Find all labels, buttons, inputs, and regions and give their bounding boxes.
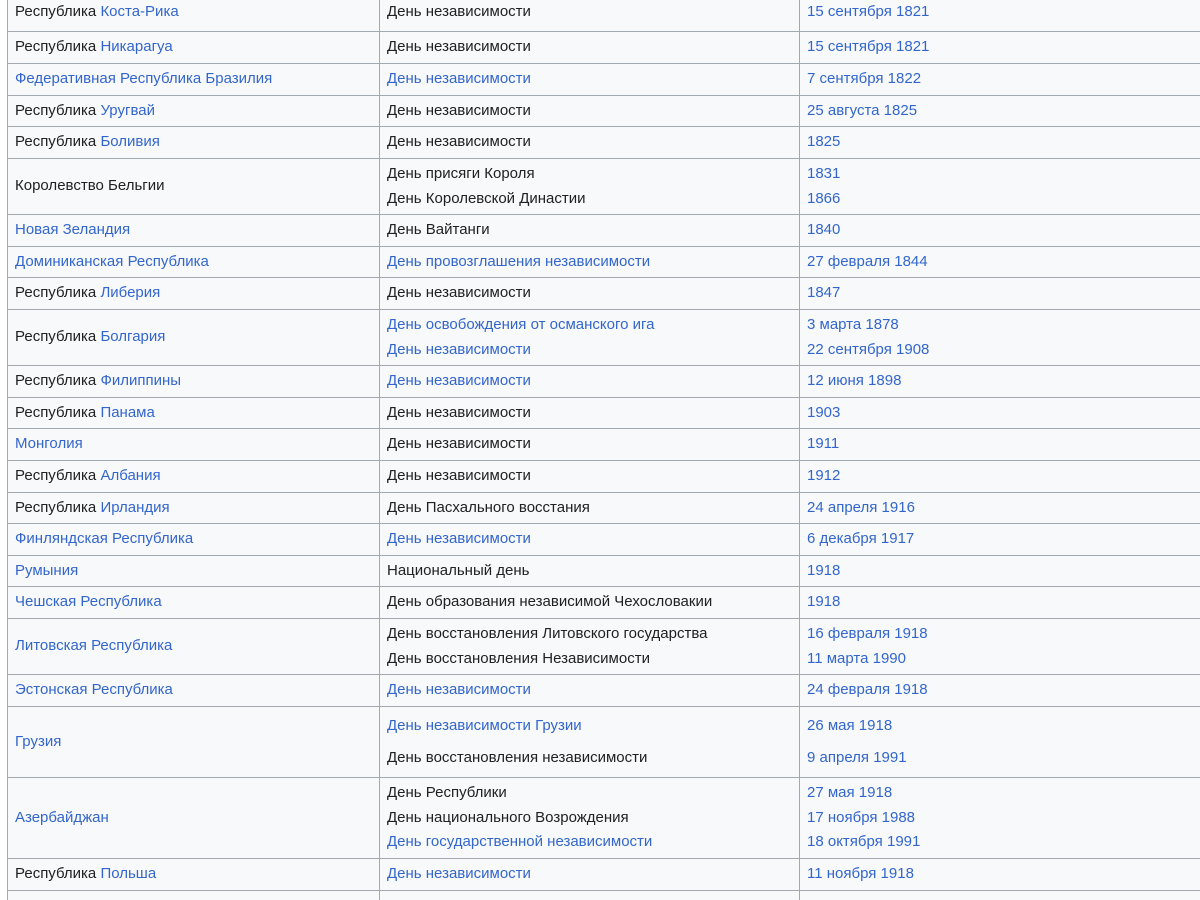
holiday-link[interactable]: День государственной независимости	[387, 833, 653, 851]
date-link[interactable]: 7 сентября 1822	[807, 70, 922, 88]
country-link[interactable]: Ирландия	[100, 498, 170, 516]
date-link[interactable]: 1825	[807, 133, 841, 151]
holiday-text: День независимости	[387, 2, 531, 20]
country-link[interactable]: Литовская Республика	[15, 637, 173, 655]
country-link[interactable]: Никарагуа	[100, 38, 173, 56]
table-row	[8, 556, 1200, 587]
holiday-cell	[380, 675, 800, 707]
date-cell	[800, 398, 1200, 429]
table-row	[8, 32, 1200, 64]
holiday-text: День Королевской Династии	[387, 189, 586, 207]
date-link[interactable]: 1918	[807, 561, 841, 579]
date-link[interactable]: 1918	[807, 593, 841, 611]
date-cell	[800, 366, 1200, 398]
holiday-text: День независимости	[387, 467, 531, 485]
country-cell	[8, 556, 380, 587]
country-cell	[8, 310, 380, 366]
holiday-cell	[380, 159, 800, 215]
table-row	[8, 64, 1200, 96]
table-row	[8, 429, 1200, 461]
country-link[interactable]: Панама	[100, 403, 155, 421]
country-link[interactable]: Болгария	[100, 328, 166, 346]
table-row	[8, 587, 1200, 619]
holiday-text: День независимости	[387, 284, 531, 302]
holiday-link[interactable]: День независимости	[387, 681, 531, 699]
holiday-text: День независимости	[387, 403, 531, 421]
holiday-link[interactable]: День независимости	[387, 865, 531, 883]
date-link[interactable]: 11 марта 1990	[807, 649, 906, 667]
country-cell	[8, 859, 380, 891]
holiday-text: День независимости	[387, 133, 531, 151]
date-link[interactable]: 12 июня 1898	[807, 372, 902, 390]
holiday-cell	[380, 429, 800, 461]
country-link[interactable]: Коста-Рика	[100, 2, 179, 20]
country-cell	[8, 127, 380, 159]
country-link[interactable]: Румыния	[15, 561, 79, 579]
date-cell	[800, 891, 1200, 900]
date-cell	[800, 859, 1200, 891]
date-cell	[800, 429, 1200, 461]
country-link[interactable]: Новая Зеландия	[15, 221, 131, 239]
table-row	[8, 278, 1200, 310]
date-cell	[800, 461, 1200, 493]
holiday-cell	[380, 398, 800, 429]
date-link[interactable]: 16 февраля 1918	[807, 625, 928, 642]
date-cell	[800, 247, 1200, 278]
holiday-text: День Вайтанги	[387, 221, 490, 239]
holiday-cell	[380, 0, 800, 32]
country-cell	[8, 278, 380, 310]
table-row	[8, 461, 1200, 493]
country-text: Республика	[15, 328, 101, 346]
holiday-cell	[380, 32, 800, 64]
date-link[interactable]: 1847	[807, 284, 841, 302]
table-row	[8, 366, 1200, 398]
date-cell	[800, 215, 1200, 247]
country-text: Республика	[15, 865, 101, 883]
holiday-cell	[380, 127, 800, 159]
table-row	[8, 0, 1200, 32]
holiday-cell	[380, 524, 800, 556]
date-link[interactable]: 26 мая 1918	[807, 717, 893, 734]
country-link[interactable]: Либерия	[100, 284, 161, 302]
table-row	[8, 493, 1200, 524]
country-cell	[8, 64, 380, 96]
holiday-text: День присяги Короля	[387, 165, 535, 182]
date-link[interactable]: 15 сентября 1821	[807, 2, 930, 20]
date-cell	[800, 159, 1200, 215]
holiday-cell	[380, 278, 800, 310]
table-row	[8, 159, 1200, 215]
date-link[interactable]: 25 августа 1825	[807, 101, 918, 119]
country-cell	[8, 524, 380, 556]
date-link[interactable]: 3 марта 1878	[807, 316, 899, 333]
country-cell	[8, 587, 380, 619]
date-cell	[800, 32, 1200, 64]
country-cell	[8, 159, 380, 215]
date-link[interactable]: 27 февраля 1844	[807, 252, 928, 270]
date-link[interactable]: 1831	[807, 165, 841, 182]
holiday-cell	[380, 619, 800, 675]
country-cell	[8, 366, 380, 398]
date-link[interactable]: 1840	[807, 221, 841, 239]
country-cell	[8, 675, 380, 707]
country-cell	[8, 891, 380, 900]
date-cell	[800, 0, 1200, 32]
country-text: Королевство Бельгии	[15, 177, 165, 195]
country-link[interactable]: Монголия	[15, 435, 83, 453]
country-link[interactable]: Уругвай	[100, 101, 155, 119]
holiday-cell	[380, 366, 800, 398]
holiday-link[interactable]: День независимости	[387, 372, 531, 390]
country-cell	[8, 96, 380, 127]
date-link[interactable]: 17 ноября 1988	[807, 808, 916, 826]
country-link[interactable]: Боливия	[100, 133, 160, 151]
country-link[interactable]: Федеративная Республика Бразилия	[15, 70, 273, 88]
table-row	[8, 778, 1200, 859]
holiday-cell	[380, 707, 800, 778]
date-link[interactable]: 24 апреля 1916	[807, 498, 915, 516]
holiday-text: День образования независимой Чехословакии	[387, 593, 713, 611]
country-link[interactable]: Эстонская Республика	[15, 681, 173, 699]
holiday-link[interactable]: День освобождения от османского ига	[387, 316, 655, 333]
country-link[interactable]: Чешская Республика	[15, 593, 162, 611]
date-link[interactable]: 1912	[807, 467, 841, 485]
holiday-link[interactable]: День провозглашения независимости	[387, 252, 651, 270]
date-link[interactable]: 11 ноября 1918	[807, 865, 914, 883]
date-link[interactable]: 15 сентября 1821	[807, 38, 930, 56]
country-cell	[8, 778, 380, 859]
country-text: Республика	[15, 467, 101, 485]
country-text: Республика	[15, 372, 101, 390]
holiday-cell	[380, 96, 800, 127]
holiday-text: День восстановления Независимости	[387, 649, 650, 667]
date-cell	[800, 675, 1200, 707]
date-link[interactable]: 22 сентября 1908	[807, 340, 930, 358]
table-row	[8, 310, 1200, 366]
table-row	[8, 619, 1200, 675]
country-link[interactable]: Албания	[100, 467, 161, 485]
table-row	[8, 524, 1200, 556]
date-link[interactable]: 6 декабря 1917	[807, 530, 915, 548]
country-cell	[8, 0, 380, 32]
holiday-text: Национальный день	[387, 561, 530, 579]
country-cell	[8, 215, 380, 247]
holiday-cell	[380, 64, 800, 96]
date-cell	[800, 310, 1200, 366]
country-link[interactable]: Филиппины	[100, 372, 182, 390]
holiday-text: День независимости	[387, 101, 531, 119]
table-row	[8, 127, 1200, 159]
holiday-cell	[380, 215, 800, 247]
table-row	[8, 215, 1200, 247]
date-cell	[800, 587, 1200, 619]
date-link[interactable]: 24 февраля 1918	[807, 681, 928, 699]
country-link[interactable]: Азербайджан	[15, 808, 109, 826]
date-cell	[800, 64, 1200, 96]
country-text: Республика	[15, 38, 101, 56]
country-cell	[8, 707, 380, 778]
date-cell	[800, 96, 1200, 127]
date-cell	[800, 707, 1200, 778]
table-row	[8, 859, 1200, 891]
country-text: Республика	[15, 403, 101, 421]
date-cell	[800, 493, 1200, 524]
holiday-cell	[380, 587, 800, 619]
national-holidays-table	[7, 0, 1200, 900]
holiday-cell	[380, 556, 800, 587]
holiday-text: День восстановления независимости	[387, 749, 648, 766]
table-row	[8, 247, 1200, 278]
country-cell	[8, 32, 380, 64]
holiday-text: День Республики	[387, 784, 507, 802]
holiday-cell	[380, 859, 800, 891]
holiday-link[interactable]: День независимости	[387, 340, 531, 358]
date-cell	[800, 778, 1200, 859]
date-link[interactable]: 1911	[807, 435, 840, 453]
date-link[interactable]: 9 апреля 1991	[807, 749, 907, 766]
holiday-cell	[380, 778, 800, 859]
country-text: Республика	[15, 133, 101, 151]
table-row	[8, 891, 1200, 900]
holiday-cell	[380, 247, 800, 278]
holiday-text: День национального Возрождения	[387, 808, 629, 826]
date-link[interactable]: 27 мая 1918	[807, 784, 893, 802]
country-link[interactable]: Польша	[100, 865, 157, 883]
country-cell	[8, 461, 380, 493]
country-text: Республика	[15, 101, 101, 119]
date-link[interactable]: 18 октября 1991	[807, 833, 921, 851]
table-row	[8, 398, 1200, 429]
country-cell	[8, 247, 380, 278]
country-text: Республика	[15, 2, 101, 20]
holiday-text: День восстановления Литовского государства	[387, 625, 708, 642]
country-text: Республика	[15, 284, 101, 302]
country-link[interactable]: Грузия	[15, 732, 62, 750]
holiday-cell	[380, 461, 800, 493]
date-link[interactable]: 1903	[807, 403, 841, 421]
country-cell	[8, 619, 380, 675]
holiday-link[interactable]: День независимости Грузии	[387, 717, 582, 734]
table-row	[8, 707, 1200, 778]
holiday-cell	[380, 493, 800, 524]
date-cell	[800, 619, 1200, 675]
country-link[interactable]: Финляндская Республика	[15, 530, 194, 548]
country-text: Республика	[15, 498, 101, 516]
holiday-text: День независимости	[387, 435, 531, 453]
holiday-text: День независимости	[387, 38, 531, 56]
holiday-link[interactable]: День независимости	[387, 530, 531, 548]
country-link[interactable]: Доминиканская Республика	[15, 252, 209, 270]
country-cell	[8, 398, 380, 429]
table-row	[8, 96, 1200, 127]
table-body	[8, 0, 1200, 900]
country-cell	[8, 493, 380, 524]
date-cell	[800, 556, 1200, 587]
table-row	[8, 675, 1200, 707]
date-cell	[800, 278, 1200, 310]
holiday-cell	[380, 310, 800, 366]
date-cell	[800, 127, 1200, 159]
country-cell	[8, 429, 380, 461]
holiday-link[interactable]: День независимости	[387, 70, 531, 88]
holiday-text: День Пасхального восстания	[387, 498, 590, 516]
date-link[interactable]: 1866	[807, 189, 841, 207]
date-cell	[800, 524, 1200, 556]
holiday-cell	[380, 891, 800, 900]
